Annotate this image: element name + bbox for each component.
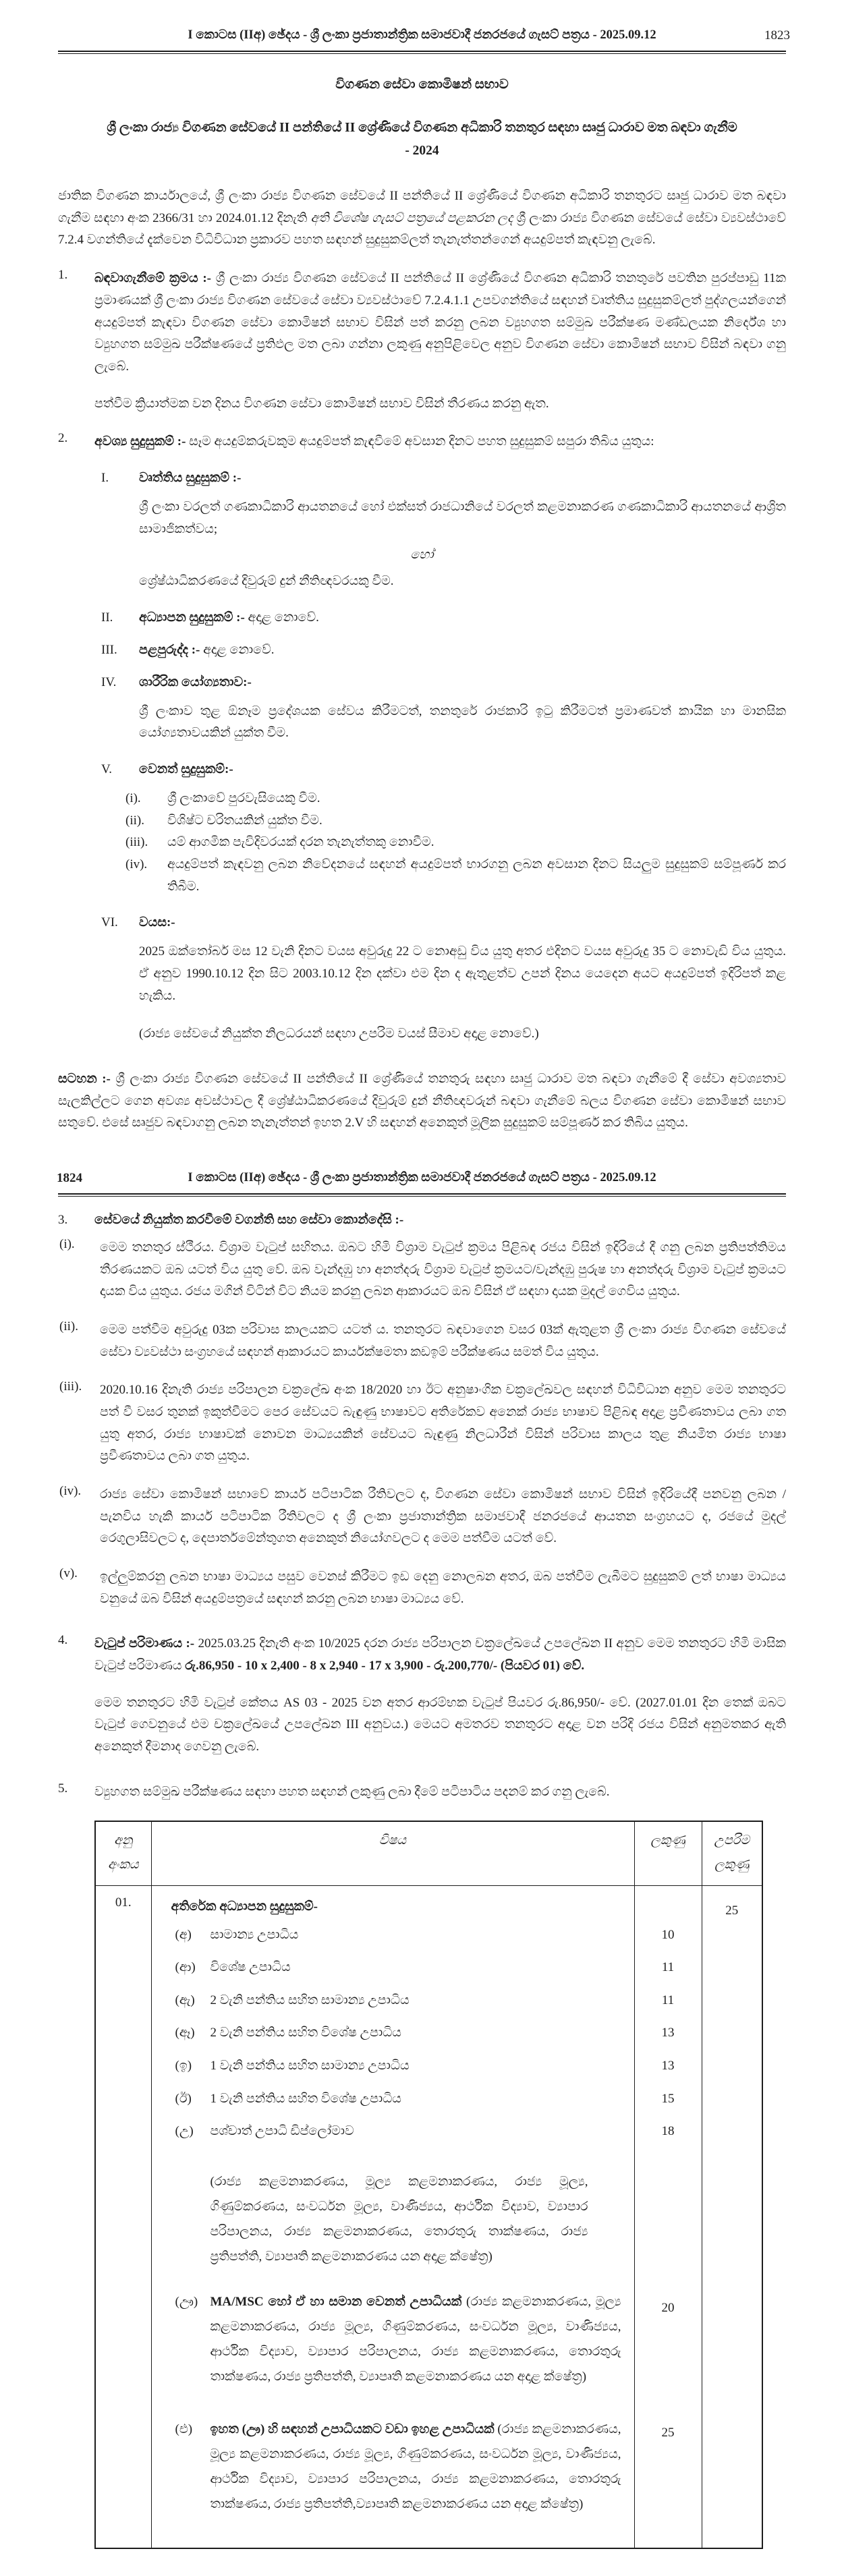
v-subitem-4-text: අයදුම්පත් කැඳවනු ලබන නිවේදනයේ සඳහන් අයදුම්පත් භාරගනු ලබන අවසාන දිනට සියලුම සුදුසුකම් සම්පූර්ණ කර තිබීම. bbox=[167, 857, 786, 894]
v-subitem-1-number: (i). bbox=[125, 791, 141, 805]
item-3-sub-4 bbox=[58, 1484, 786, 1550]
sub-a bbox=[152, 1920, 634, 1951]
table-row-u bbox=[95, 2115, 762, 2148]
table-row-uu bbox=[95, 2286, 762, 2413]
page2-page-number: 1824 bbox=[57, 1170, 82, 1185]
item-5 bbox=[58, 1781, 786, 1804]
sub-ae-label: (ඇ) bbox=[175, 1993, 195, 2007]
sub-e-rest: (රාජ්‍ය කළමනාකරණය, මූල්‍ය කළමනාකරණය, රාජ්‍ය මූල්‍ය, ගිණුම්කරණය, සංවර්ධන මූල්‍ය, වාණිජ්‍යය, ආර්ථික විද්‍යාව, ව්‍යාපාර පරිපාලනය, රාජ්‍ය කළමනාකරණය, තොරතුරු තාක්ෂණය, රාජ්‍ය ප්‍රතිපත්ති,ව්‍යාපෘති කළමනාකරණය යන අදාළ ක්ෂේත්‍ර) bbox=[210, 2422, 621, 2512]
item-3-sub-5 bbox=[58, 1566, 786, 1610]
v-subitem-3-number: (iii). bbox=[125, 835, 148, 850]
notice-title bbox=[58, 117, 786, 163]
sub-uu-rest: (රාජ්‍ය කළමනාකරණය, මූල්‍ය කළමනාකරණය, රාජ්‍ය මූල්‍ය, ගිණුම්කරණය, සංවර්ධන මූල්‍ය, වාණිජ්‍යය, ආර්ථික විද්‍යාව, ව්‍යාපාර පරිපාලනය, රාජ්‍ය කළමනාකරණය, තොරතුරු තාක්ෂණය, රාජ්‍ය ප්‍රතිපත්ති, ව්‍යාපෘති කළමනාකරණය යන අදාළ ක්ෂේත්‍ර) bbox=[210, 2294, 621, 2384]
item-3-sub-1-text: මෙම තනතුර ස්ථීරය. විශ්‍රාම වැටුප් සහිතය. ඔබට හිමි විශ්‍රාම වැටුප් ක්‍රමය පිළිබඳ රජය විසින් ඉදිරියේ දී ගනු ලබන ප්‍රතිපත්තිමය තීරණයකට ඔබ යටත් විය යුතු වේ. ඔබ වැන්දඹු හා අනත්දරු විශ්‍රාම වැටුප් ක්‍රමයට/වැන්දඹු පුරුෂ හා අනත්දරු විශ්‍රාම වැටුප් ක්‍රමයට දායක විය යුතුය. රජය මගින් විටින් විට නියම කරනු ලබන ආකාරයට ඔබ විසින් ඒ සඳහා දායක මුදල් ගෙවිය යුතුය. bbox=[100, 1240, 786, 1299]
item-3 bbox=[58, 1213, 786, 1228]
v-subitem-2-number: (ii). bbox=[125, 813, 144, 828]
item-4-salary-scale: රු.86,950 - 10 x 2,400 - 8 x 2,940 - 17 x 3,900 - රු.200,770/- (පියවර 01) වේ. bbox=[185, 1658, 585, 1673]
sub-a-marks: 10 bbox=[634, 1919, 702, 1952]
sub-i-label: (ඉ) bbox=[175, 2058, 192, 2073]
roman-item-1-number: I. bbox=[101, 470, 109, 485]
sub-ii-text: 1 වැනි පන්තිය සහිත විශේෂ උපාධිය bbox=[210, 2091, 401, 2106]
v-subitem-3 bbox=[125, 832, 786, 854]
sub-i-marks: 13 bbox=[634, 2050, 702, 2083]
roman-item-6-text: 2025 ඔක්තෝබර් මස 12 වැනි දිනට වයස අවුරුදු 22 ට නොඅඩු විය යුතු අතර එදිනට වයස අවුරුදු 35 ට නොවැඩි විය යුතුය. ඒ අනුව 1990.10.12 දින සිට 2003.10.12 දින දක්වා එම දින ද ඇතුළත්ව උපන් දිනය යෙදෙන අයට අයදුම්පත් ඉදිරිපත් කළ හැකිය. bbox=[139, 944, 786, 1003]
sub-i bbox=[152, 2051, 634, 2082]
sub-ae-marks: 11 bbox=[634, 1984, 702, 2017]
item-2-text: සෑම අයදුම්කරුවකුම අයදුම්පත් කැඳවීමේ අවසාන දිනට පහත සුදුසුකම් සපුරා තිබිය යුතුය: bbox=[186, 434, 654, 449]
item-3-number: 3. bbox=[58, 1212, 68, 1227]
item-3-sub-3-text: 2020.10.16 දිනැති රාජ්‍ය පරිපාලන චක්‍රලේඛ අංක 18/2020 හා ඊට අනුෂාංගික චක්‍රලේඛවල සඳහන් විධිවිධාන අනුව මෙම තනතුරට පත් වී වසර තුනක් ඉකුත්වීමට පෙර සේවයට බැඳුණු භාෂාවට අතිරේකව අනෙක් රාජ්‍ය භාෂාව පිළිබඳ අදාළ ප්‍රවීණතාවය ලබා ගත යුතු අතර, රාජ්‍ය භාෂාවක් නොවන මාධ්‍යයකින් සේවයට බැඳුණු නිලධාරීන් විසින් පරිවාස කාලය තුළ නියමිත රාජ්‍ය භාෂා ප්‍රවීණතාවය ලබා ගත යුතුය. bbox=[100, 1383, 786, 1464]
sub-aee bbox=[152, 2017, 634, 2049]
v-subitem-4 bbox=[125, 854, 786, 898]
item-3-sub-5-number: (v). bbox=[59, 1566, 78, 1580]
sub-ii-label: (ඊ) bbox=[175, 2091, 192, 2106]
roman-item-2-text: අදාළ නොවේ. bbox=[244, 610, 319, 625]
marks-table-header-row bbox=[95, 1821, 762, 1886]
row-title-text: අතිරේක අධ්‍යාපන සුදුසුකම්- bbox=[171, 1899, 318, 1914]
sub-e bbox=[152, 2417, 634, 2517]
table-row-a bbox=[95, 1919, 762, 1952]
roman-item-3-number: III. bbox=[101, 642, 117, 657]
sub-uu-label: (ඌ) bbox=[175, 2294, 198, 2309]
sub-ae-text: 2 වැනි පන්තිය සහිත සාමාන්‍ය උපාධිය bbox=[210, 1993, 410, 2007]
v-subitem-2 bbox=[125, 810, 786, 832]
page1-page-number: 1823 bbox=[764, 28, 790, 42]
table-row-i bbox=[95, 2050, 762, 2083]
notice-title-line1: ශ්‍රී ලංකා රාජ්‍ය විගණන සේවයේ II පන්තියේ II ශ්‍රේණියේ විගණන අධිකාරි තනතුර සඳහා සෘජු ධාරාව මත බඳවා ගැනීම bbox=[107, 120, 737, 135]
roman-item-5 bbox=[101, 762, 786, 777]
roman-item-5-title: වෙනත් සුදුසුකම්:- bbox=[139, 762, 233, 776]
satahana-text: ශ්‍රී ලංකා රාජ්‍ය විගණන සේවයේ II පන්තියේ II ශ්‍රේණියේ තනතුරු සඳහා සෘජු ධාරාව මත බඳවා ගැනීමේ දී සේවා අවශ්‍යතාව සැලකිල්ලට ගෙන අවශ්‍ය අවස්ථාවල දී ශ්‍රේෂ්ඨාධිකරණයේ දිවුරුම් දුන් නීතිඥවරුන් බඳවා ගැනීමේ බලය විගණන සේවා කොමිෂන් සභාව සතුවේ. එසේ සෘජුව බඳවාගනු ලබන තැනැත්තන් ඉහත 2.V හි සඳහන් අනෙකුත් මූලික සුදුසුකම් සම්පූර්ණ කර තිබිය යුතුය. bbox=[58, 1071, 787, 1130]
roman-item-4-number: IV. bbox=[101, 675, 117, 689]
roman-item-1 bbox=[101, 471, 786, 593]
sub-u-marks: 18 bbox=[634, 2115, 702, 2148]
roman-item-1-title: වෘත්තිය සුදුසුකම් :- bbox=[139, 470, 242, 485]
roman-item-4-body bbox=[139, 675, 786, 745]
item-4-text1: 2025.03.25 දිනැති අංක 10/2025 දරන රාජ්‍ය පරිපාලන චක්‍රලේඛයේ උපලේඛන II අනුව මෙම තනතුරට හිමි මාසික වැටුප් පරිමාණය bbox=[94, 1636, 786, 1673]
roman-item-4 bbox=[101, 675, 786, 745]
header-rule-1 bbox=[58, 51, 786, 54]
roman-item-1-body bbox=[139, 471, 786, 593]
roman-item-3-text: අදාළ නොවේ. bbox=[200, 642, 275, 657]
header-max-marks: උපරිම ලකුණු bbox=[702, 1821, 762, 1886]
item-3-sub-2 bbox=[58, 1319, 786, 1363]
sub-e-lead: ඉහත (ඌ) හි සඳහන් උපාධියකට වඩා ඉහළ උපාධියක් bbox=[210, 2422, 495, 2436]
v-subitem-1 bbox=[125, 788, 786, 810]
item-1-number: 1. bbox=[58, 268, 68, 283]
roman-item-4-title: ශාරීරික යෝග්‍යතාව:- bbox=[139, 675, 252, 689]
sub-u-text: පශ්චාත් උපාධි ඩිප්ලෝමාව bbox=[210, 2124, 354, 2139]
marks-table bbox=[94, 1821, 763, 2549]
item-3-sub-4-number: (iv). bbox=[59, 1483, 82, 1498]
intro-part-a: ජාතික විගණන කාර්යාලයේ, ශ්‍රී ලංකා රාජ්‍ය විගණන සේවයේ II පන්තියේ II ශ්‍රේණියේ විගණන අධිකාරි තනතුරට සෘජු ධාරාව මත බඳවා ගැනීම සඳහා අංක 2366/31 හා 2024.01.12 දිනැති bbox=[58, 189, 786, 225]
header-subject: විෂය bbox=[151, 1821, 634, 1886]
sub-uu-lead: MA/MSC හෝ ඒ හා සමාන වෙනත් උපාධියක් bbox=[210, 2294, 462, 2309]
sub-u-label: (උ) bbox=[175, 2124, 194, 2139]
roman-item-6-title: වයස:- bbox=[139, 915, 175, 930]
row-title-marks-cell bbox=[634, 1886, 702, 1919]
item-3-sub-3-number: (iii). bbox=[59, 1379, 82, 1394]
table-row-fields-note bbox=[95, 2148, 762, 2286]
intro-part-b: ශ්‍රී ලංකා රාජ්‍ය විගණන සේවයේ සේවා ව්‍යවස්ථාවේ 7.2.4 වගන්තියේ දැක්වෙන විධිවිධාන ප්‍රකාරව පහත සඳහන් සුදුසුකම්ලත් තැනැත්තන්ගෙන් අයදුම්පත් කැඳවනු ලැබේ. bbox=[58, 210, 786, 248]
satahana-label: සටහන bbox=[58, 1071, 97, 1086]
sub-u bbox=[152, 2116, 634, 2148]
table-row-title bbox=[95, 1886, 762, 1919]
sub-aa-text: විශේෂ උපාධිය bbox=[210, 1960, 291, 1975]
page2-header bbox=[58, 1170, 786, 1187]
item-5-number: 5. bbox=[58, 1781, 68, 1796]
sub-aee-text: 2 වැනි පන්තිය සහිත විශේෂ උපාධිය bbox=[210, 2026, 401, 2040]
sub-aee-label: (ඈ) bbox=[175, 2026, 195, 2040]
item-3-sub-3 bbox=[58, 1379, 786, 1468]
sub-uu-text bbox=[210, 2289, 634, 2389]
v-subitem-4-number: (iv). bbox=[125, 857, 148, 871]
header-rule-2 bbox=[58, 1193, 786, 1197]
v-subitem-3-text: යම් ආගමික පැවිදිවරයක් දරන තැනැත්තකු නොවීම. bbox=[167, 835, 434, 850]
roman-item-3-body bbox=[139, 643, 786, 658]
roman-item-6-note: (රාජ්‍ය සේවයේ නියුක්ත නිලධරයන් සඳහා උපරිම වයස් සීමාව අදාළ නොවේ.) bbox=[139, 1027, 539, 1041]
item-4-text2: මෙම තනතුරට හිමි වැටුප් කේතය AS 03 - 2025 වන අතර ආරම්භක වැටුප් පියවර රු.86,950/- වේ. (2027.01.01 දින තෙක් ඔබට වැටුප් ගෙවනුයේ එම චක්‍රලේඛයේ උපලේඛන III අනුවය.) මෙයට අමතරව තනතුරට අදාළ වන පරිදි රජය විසින් අනුමතකර ඇති අනෙකුත් දීමනාද ගෙවනු ලැබේ. bbox=[94, 1695, 786, 1754]
sub-ae bbox=[152, 1985, 634, 2017]
satahana-paragraph bbox=[58, 1068, 786, 1135]
sub-uu-marks: 20 bbox=[634, 2286, 702, 2413]
sub-e-marks: 25 bbox=[634, 2413, 702, 2523]
item-1-note: පත්වීම ක්‍රියාත්මක වන දිනය විගණන සේවා කොමිෂන් සභාව විසින් තීරණය කරනු ඇත. bbox=[94, 396, 549, 411]
page1-header-text: I කොටස (IIඅ) ඡේදය - ශ්‍රී ලංකා ප්‍රජාතාන්ත්‍රික සමාජවාදී ජනරජයේ ගැසට් පත්‍රය - 2025.09.12 bbox=[188, 28, 656, 42]
sub-ii-marks: 15 bbox=[634, 2083, 702, 2116]
roman-item-6 bbox=[101, 915, 786, 1046]
roman-item-1-or: හෝ bbox=[410, 548, 434, 563]
notice-title-line2: - 2024 bbox=[405, 144, 439, 159]
sub-aee-marks: 13 bbox=[634, 2017, 702, 2050]
roman-item-3-label: පළපුරුද්ද :- bbox=[139, 642, 200, 657]
roman-item-5-number: V. bbox=[101, 762, 113, 776]
item-3-sub-1 bbox=[58, 1237, 786, 1303]
roman-item-1-line1: ශ්‍රී ලංකා වරලත් ගණකාධිකාරි ආයතනයේ හෝ එක්සත් රාජධානියේ වරලත් කළමනාකරණ ගණකාධිකාරි ආයතනයේ ආශ්‍රිත සාමාජිකත්වය; bbox=[139, 499, 786, 536]
item-1-text: ශ්‍රී ලංකා රාජ්‍ය විගණන සේවයේ II පන්තියේ II ශ්‍රේණියේ විගණන අධිකාරි තනතුරේ පවතින පුරප්පාඩු 11ක ප්‍රමාණයක් ශ්‍රී ලංකා රාජ්‍ය විගණන සේවයේ සේවා ව්‍යවස්ථාවේ 7.2.4.1.1 උපවගන්තියේ සඳහන් වෘත්තිය සුදුසුකම්ලත් පුද්ගලයන්ගෙන් අයදුම්පත් කැඳවා විගණන සේවා කොමිෂන් සභාව විසින් පත් කරනු ලබන ව්‍යුහගත සම්මුඛ පරීක්ෂණ මණ්ඩලයක නිර්දේශ හා ව්‍යුහගත සම්මුඛ පරීක්ෂණයේ ප්‍රතිඵල මත ලබා ගන්නා ලකුණු අනුපිළිවෙල අනුව විගණන සේවා කොමිෂන් සභාව විසින් බඳවා ගනු ලැබේ. bbox=[94, 271, 787, 374]
item-4-label: වැටුප් පරිමාණය :- bbox=[94, 1636, 195, 1651]
header-serial-number: අනු අංකය bbox=[95, 1821, 151, 1886]
page1-header bbox=[58, 27, 790, 45]
item-3-sub-5-text: ඉල්ලුම්කරනු ලබන භාෂා මාධ්‍යය පසුව වෙනස් කිරීමට ඉඩ දෙනු නොලබන අතර, ඔබ පත්වීම ලැබීමට සුදුසුකම් ලත් භාෂා මාධ්‍යය වනුයේ ඔබ විසින් අයදුම්පත්‍රයේ සඳහන් කරනු ලබන භාෂා මාධ්‍යය වේ. bbox=[100, 1569, 786, 1606]
roman-item-2 bbox=[101, 610, 786, 625]
header-marks: ලකුණු bbox=[634, 1821, 702, 1886]
item-3-sub-2-number: (ii). bbox=[59, 1319, 78, 1334]
item-2-body bbox=[94, 431, 786, 453]
satahana-separator: :- bbox=[102, 1071, 111, 1086]
sub-a-text: සාමාන්‍ය උපාධිය bbox=[210, 1927, 299, 1942]
item-2-number: 2. bbox=[58, 431, 68, 446]
table-row-aee bbox=[95, 2017, 762, 2050]
table-row-aa bbox=[95, 1951, 762, 1984]
roman-item-2-number: II. bbox=[101, 610, 113, 625]
roman-item-1-line2: ශ්‍රේෂ්ඨාධිකරණයේ දිවුරුම් දුන් නීතිඥවරයකු වීම. bbox=[139, 573, 394, 588]
fields-note: (රාජ්‍ය කළමනාකරණය, මූල්‍ය කළමනාකරණය, රාජ්‍ය මූල්‍ය, ගිණුම්කරණය, සංවර්ධන මූල්‍ය, වාණිජ්‍යය, ආර්ථික විද්‍යාව, ව්‍යාපාර පරිපාලනය, රාජ්‍ය කළමනාකරණය, තොරතුරු තාක්ෂණය, රාජ්‍ය ප්‍රතිපත්ති, ව්‍යාපෘති කළමනාකරණය යන අදාළ ක්ෂේත්‍ර) bbox=[210, 2174, 588, 2264]
item-1-body bbox=[94, 268, 786, 378]
roman-item-2-label: අධ්‍යාපන සුදුසුකම් :- bbox=[139, 610, 245, 625]
item-4 bbox=[58, 1633, 786, 1677]
sub-a-label: (අ) bbox=[175, 1927, 192, 1942]
max-marks-value: 25 bbox=[702, 1886, 762, 2548]
row-serial-01: 01. bbox=[95, 1886, 151, 2548]
roman-item-6-number: VI. bbox=[101, 915, 118, 930]
item-1 bbox=[58, 268, 786, 378]
roman-item-6-body bbox=[139, 915, 786, 1046]
page-break-gap bbox=[58, 1135, 786, 1170]
sub-i-text: 1 වැනි පන්තිය සහිත සාමාන්‍ය උපාධිය bbox=[210, 2058, 410, 2073]
roman-item-2-body bbox=[139, 610, 786, 625]
sub-e-label: (එ) bbox=[175, 2422, 193, 2436]
sub-aa-marks: 11 bbox=[634, 1951, 702, 1984]
item-4-body bbox=[94, 1633, 786, 1677]
item-3-sub-4-text: රාජ්‍ය සේවා කොමිෂන් සභාවේ කාර්ය පටිපාටික රීතිවලට ද, විගණන සේවා කොමිෂන් සභාව විසින් ඉදිරියේදී පනවනු ලබන / පැනවිය හැකි කාර්ය පටිපාටික රීතිවලට ද ශ්‍රී ලංකා ප්‍රජාතාන්ත්‍රික සමාජවාදී ජනරජයේ ආයතන සංග්‍රහයට ද, රජයේ මුදල් රෙගුලාසිවලට ද, දෙපාර්තමේන්තුගත අනෙකුත් නියෝගවලට ද මෙම පත්වීම යටත් වේ. bbox=[100, 1487, 786, 1546]
intro-paragraph bbox=[58, 185, 786, 252]
org-title: විගණන සේවා කොමිෂන් සභාව bbox=[335, 77, 509, 92]
v-subitem-2-text: විශිෂ්ට චරිතයකින් යුක්ත වීම. bbox=[167, 813, 322, 828]
page2-header-text: I කොටස (IIඅ) ඡේදය - ශ්‍රී ලංකා ප්‍රජාතාන්ත්‍රික සමාජවාදී ජනරජයේ ගැසට් පත්‍රය - 2025.09.12 bbox=[188, 1170, 656, 1184]
sub-aa bbox=[152, 1952, 634, 1984]
item-3-label: සේවයේ නියුක්ත කරවීමේ වගන්ති සහ සේවා කොන්දේසි :- bbox=[94, 1212, 404, 1227]
table-row-e bbox=[95, 2413, 762, 2523]
roman-item-4-text: ශ්‍රී ලංකාව තුළ ඕනෑම ප්‍රදේශයක සේවය කිරීමටත්, තනතුරේ රාජකාරි ඉටු කිරීමටත් ප්‍රමාණවත් කායික හා මානසික යෝග්‍යතාවයකින් යුක්ත වීම. bbox=[139, 704, 786, 741]
table-row-spacer bbox=[95, 2523, 762, 2548]
item-5-text: ව්‍යුහගත සම්මුඛ පරීක්ෂණය සඳහා පහත සඳහන් ලකුණු ලබා දීමේ පටිපාටිය පදනම් කර ගනු ලැබේ. bbox=[94, 1784, 610, 1799]
table-row-ii bbox=[95, 2083, 762, 2116]
intro-gazette-phrase: අති විශේෂ ගැසට් පත්‍රයේ පළකරන ලද bbox=[310, 210, 513, 225]
item-2 bbox=[58, 431, 786, 453]
row-title-cell bbox=[151, 1886, 634, 1919]
v-subitem-1-text: ශ්‍රී ලංකාවේ පුරවැසියෙකු වීම. bbox=[167, 791, 320, 805]
item-3-sub-2-text: මෙම පත්වීම අවුරුදු 03ක පරිවාස කාලයකට යටත් ය. තනතුරට බඳවාගෙන වසර 03ක් ඇතුළත ශ්‍රී ලංකා රාජ්‍ය විගණන සේවයේ සේවා ව්‍යවස්ථා සංග්‍රහයේ සඳහන් ආකාරයට කාර්යක්ෂමතා කඩඉම් පරීක්ෂණය සමත් විය යුතුය. bbox=[100, 1322, 786, 1359]
sub-uu bbox=[152, 2289, 634, 2389]
item-1-label: බඳවාගැනීමේ ක්‍රමය :- bbox=[94, 271, 212, 286]
item-3-sub-1-number: (i). bbox=[59, 1236, 75, 1251]
sub-e-text bbox=[210, 2417, 634, 2517]
roman-item-3 bbox=[101, 643, 786, 658]
item-2-label: අවශ්‍ය සුදුසුකම් :- bbox=[94, 434, 186, 449]
item-4-number: 4. bbox=[58, 1633, 68, 1648]
sub-aa-label: (ආ) bbox=[175, 1960, 196, 1975]
sub-ii bbox=[152, 2084, 634, 2115]
table-row-ae bbox=[95, 1984, 762, 2017]
